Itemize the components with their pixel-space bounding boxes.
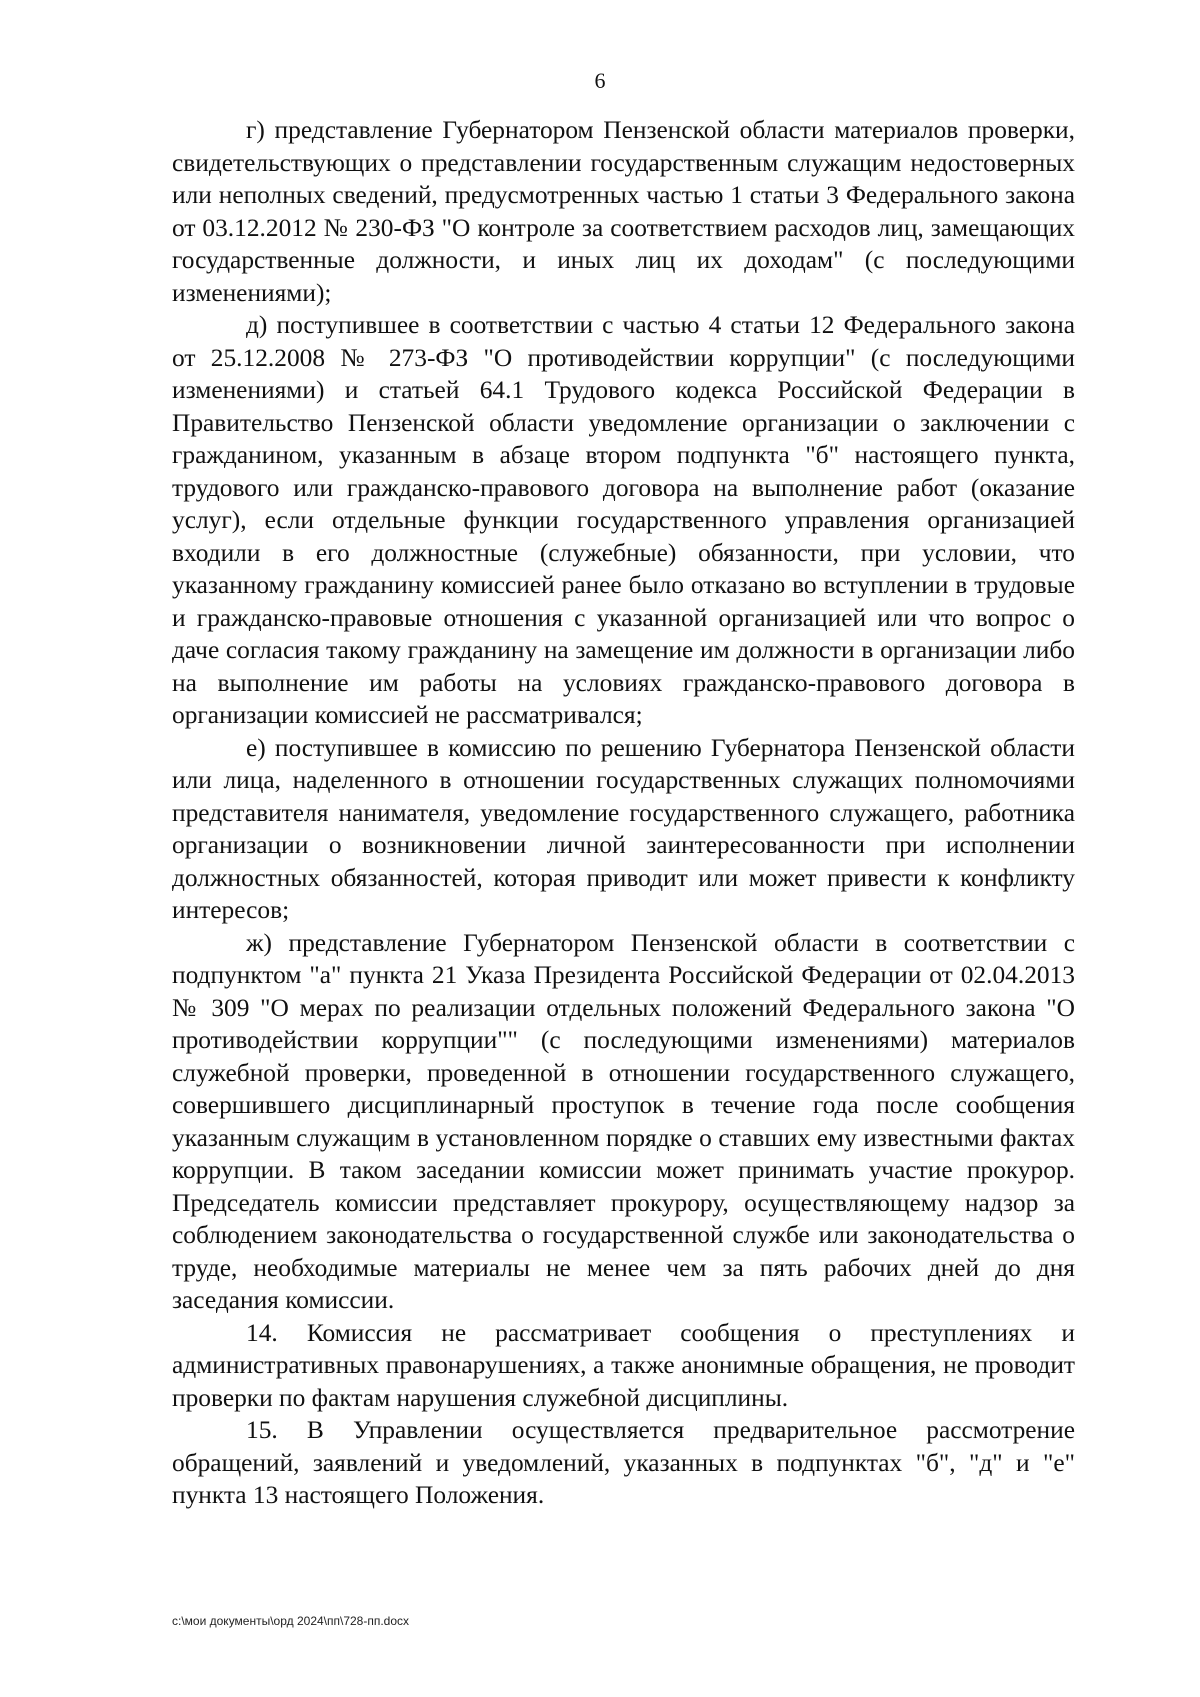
paragraph-subitem-zh: ж) представление Губернатором Пензенской области в соответствии с подпунктом "а" пункта 21 Указа Президента Российской Федерации от 02.04.2013 № 309 "О мерах по реализации отдельных положений Федерального закона "О противодействии коррупции"" (с последующими изменениями) материалов служебной проверки, проведенной в отношении государственного служащего, совершившего дисциплинарный проступок в течение года после сообщения указанным служащим в установленном порядке о ставших ему известными фактах коррупции. В таком заседании комиссии может принимать участие прокурор. Председатель комиссии представляет прокурору, осуществляющему надзор за соблюдением законодательства о государственной службе или законодательства о труде, необходимые материалы не менее чем за пять рабочих дней до дня заседания комиссии. xyxy=(172,928,1075,1314)
paragraph-item-14: 14. Комиссия не рассматривает сообщения о преступлениях и административных правонарушениях, а также анонимные обращения, не проводит проверки по фактам нарушения служебной дисциплины. xyxy=(172,1318,1075,1412)
page-number: 6 xyxy=(594,68,606,93)
paragraph-subitem-d: д) поступившее в соответствии с частью 4 статьи 12 Федерального закона от 25.12.2008 № 273-ФЗ "О противодействии коррупции" (с последующими изменениями) и статьей 64.1 Трудового кодекса Российской Федерации в Правительство Пензенской области уведомление организации о заключении с гражданином, указанным в абзаце втором подпункта "б" настоящего пункта, трудового или гражданско-правового договора на выполнение работ (оказание услуг), если отдельные функции государственного управления организацией входили в его должностные (служебные) обязанности, при условии, что указанному гражданину комиссией ранее было отказано во вступлении в трудовые и гражданско-правовые отношения с указанной организацией или что вопрос о даче согласия такому гражданину на замещение им должности в организации либо на выполнение им работы на условиях гражданско-правового договора в организации комиссией не рассматривался; xyxy=(172,311,1075,729)
paragraph-subitem-e: е) поступившее в комиссию по решению Губернатора Пензенской области или лица, наделенного в отношении государственных служащих полномочиями представителя нанимателя, уведомление государственного служащего, работника организации о возникновении личной заинтересованности при исполнении должностных обязанностей, которая приводит или может привести к конфликту интересов; xyxy=(172,733,1075,924)
document-body xyxy=(172,114,1075,1512)
paragraph-subitem-g: г) представление Губернатором Пензенской области материалов проверки, свидетельствующих о представлении государственным служащим недостоверных или неполных сведений, предусмотренных частью 1 статьи 3 Федерального закона от 03.12.2012 № 230-ФЗ "О контроле за соответствием расходов лиц, замещающих государственные должности, и иных лиц их доходам" (с последующими изменениями); xyxy=(172,116,1075,307)
footer-file-path: c:\мои документы\орд 2024\пп\728-пп.docx xyxy=(172,1614,410,1628)
paragraph-item-15: 15. В Управлении осуществляется предварительное рассмотрение обращений, заявлений и уведомлений, указанных в подпунктах "б", "д" и "е" пункта 13 настоящего Положения. xyxy=(172,1416,1075,1509)
